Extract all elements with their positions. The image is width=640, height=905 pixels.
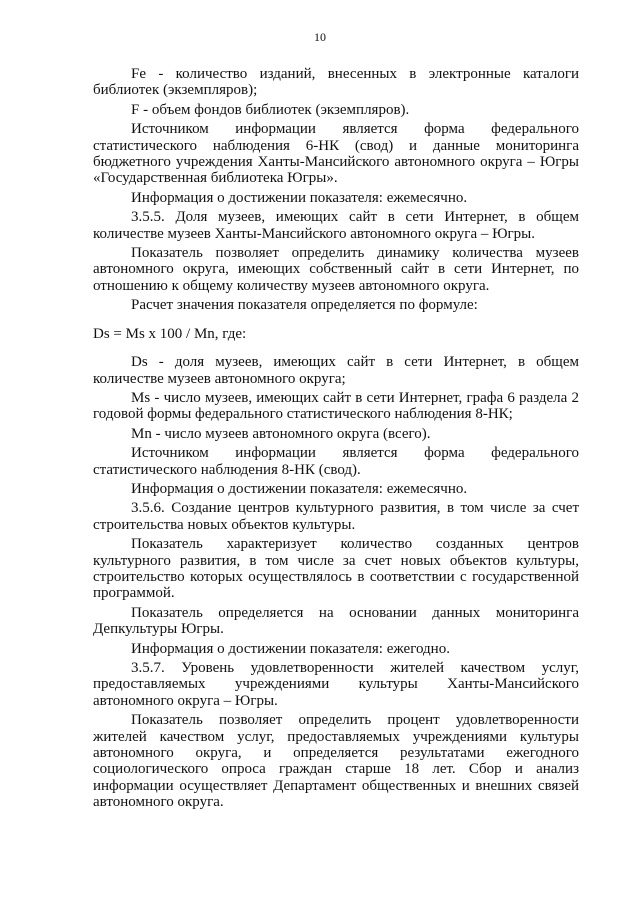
paragraph-formula-intro: Расчет значения показателя определяется по формуле: xyxy=(131,297,478,314)
paragraph-frequency: Информация о достижении показателя: ежемесячно. xyxy=(131,480,468,497)
formula: Ds = Ms x 100 / Mn, где: xyxy=(93,325,247,342)
paragraph-ds-definition: Ds - доля музеев, имеющих сайт в сети Интернет, в общем количестве музеев автономного округа; xyxy=(93,354,579,387)
paragraph-source-8nk: Источником информации является форма федерального статистического наблюдения 8-НК (свод). xyxy=(93,445,579,478)
paragraph-indicator-description: Показатель позволяет определить динамику количества музеев автономного округа, имеющих собственный сайт в сети Интернет, по отношению к общему количеству музеев автономного округа. xyxy=(93,245,579,294)
paragraph-f-definition: F - объем фондов библиотек (экземпляров). xyxy=(131,101,410,118)
section-3-5-6-heading: 3.5.6. Создание центров культурного развития, в том числе за счет строительства новых объектов культуры. xyxy=(93,500,579,533)
paragraph-frequency: Информация о достижении показателя: ежегодно. xyxy=(131,640,450,657)
paragraph-monitoring-source: Показатель определяется на основании данных мониторинга Депкультуры Югры. xyxy=(93,604,579,638)
paragraph-indicator-description: Показатель позволяет определить процент удовлетворенности жителей качеством услуг, предоставляемых учреждениями культуры автономного округа, и определяется результатами ежегодного социологического опроса граждан старше 18 лет. Сбор и анализ информации осуществляет Департамент общественных и внешних связей автономного округа. xyxy=(93,712,579,811)
section-3-5-7-heading: 3.5.7. Уровень удовлетворенности жителей качеством услуг, предоставляемых учреждениями культуры Ханты-Мансийского автономного округа – Югры. xyxy=(93,660,579,709)
paragraph-ms-definition: Ms - число музеев, имеющих сайт в сети Интернет, графа 6 раздела 2 годовой формы федерального статистического наблюдения 8-НК; xyxy=(93,389,579,423)
paragraph-frequency: Информация о достижении показателя: ежемесячно. xyxy=(131,189,468,206)
paragraph-indicator-description: Показатель характеризует количество созданных центров культурного развития, в том числе за счет новых объектов культуры, строительство которых осуществлялось в соответствии с государственной программой. xyxy=(93,536,579,602)
section-3-5-5-heading: 3.5.5. Доля музеев, имеющих сайт в сети Интернет, в общем количестве музеев Ханты-Мансийского автономного округа – Югры. xyxy=(93,209,579,242)
paragraph-fe-definition: Fe - количество изданий, внесенных в электронные каталоги библиотек (экземпляров); xyxy=(93,66,579,99)
paragraph-source-6nk: Источником информации является форма федерального статистического наблюдения 6-НК (свод) и данные мониторинга бюджетного учреждения Ханты-Мансийского автономного округа – Югры «Государственная библиотека Югры». xyxy=(93,121,579,187)
document-body xyxy=(93,66,579,814)
page-number: 10 xyxy=(314,30,326,44)
paragraph-mn-definition: Mn - число музеев автономного округа (всего). xyxy=(131,425,431,442)
